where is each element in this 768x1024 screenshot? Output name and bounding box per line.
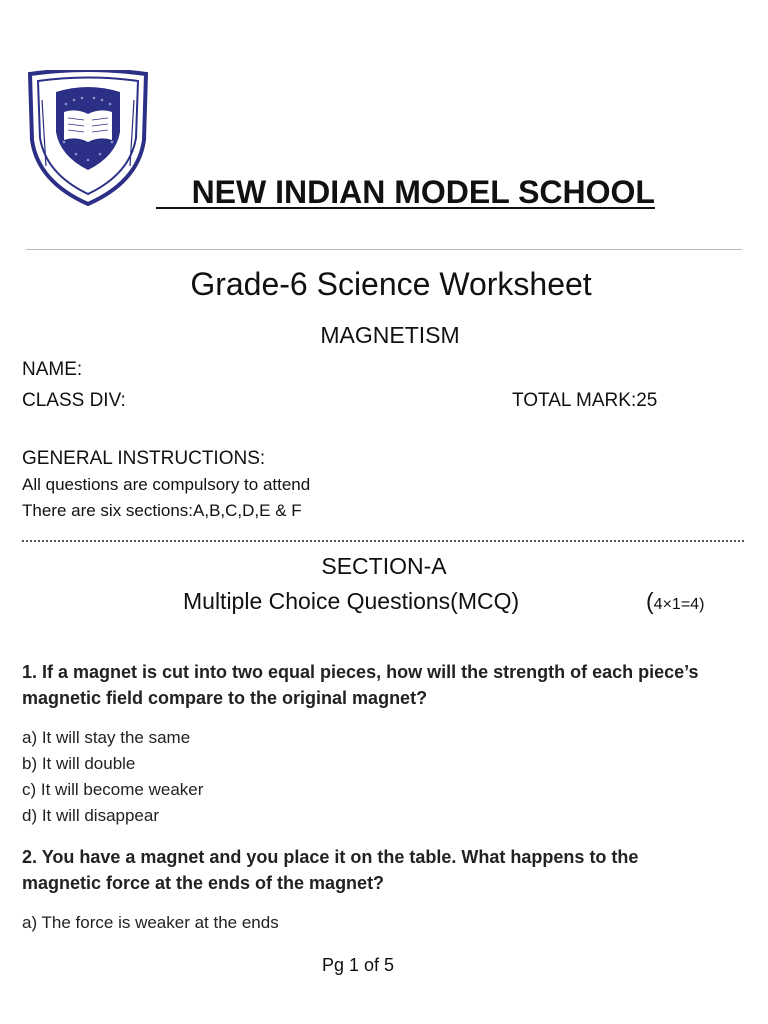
name-label: NAME: [22, 359, 83, 380]
instructions-heading: GENERAL INSTRUCTIONS: [22, 448, 266, 469]
marks-close-paren: ) [699, 596, 705, 613]
section-subtitle: Multiple Choice Questions(MCQ) [183, 588, 520, 614]
question-2-line-2: magnetic force at the ends of the magnet? [22, 873, 385, 893]
worksheet-topic: MAGNETISM [320, 322, 460, 348]
question-1-line-1: 1. If a magnet is cut into two equal pieces, how will the strength of each piece’s [22, 662, 699, 682]
instruction-line: There are six sections:A,B,C,D,E & F [22, 501, 302, 520]
section-title: SECTION-A [321, 553, 447, 579]
marks-formula: 4×1=4 [653, 596, 700, 613]
question-1-option-c: c) It will become weaker [22, 780, 204, 799]
worksheet-title: Grade-6 Science Worksheet [190, 266, 592, 302]
question-2-line-1: 2. You have a magnet and you place it on the table. What happens to the [22, 847, 639, 867]
question-1-line-2: magnetic field compare to the original magnet? [22, 688, 428, 708]
instruction-line: All questions are compulsory to attend [22, 475, 311, 494]
school-name-heading: NEW INDIAN MODEL SCHOOL [156, 174, 655, 210]
question-2-option-a: a) The force is weaker at the ends [22, 913, 279, 932]
marks-scheme [646, 588, 704, 615]
section-divider [22, 540, 744, 542]
question-1-option-b: b) It will double [22, 754, 136, 773]
question-1-option-d: d) It will disappear [22, 806, 160, 825]
total-mark-label: TOTAL MARK:25 [512, 390, 658, 411]
marks-open-paren: ( [646, 588, 654, 614]
header-divider [26, 249, 742, 250]
page-number: Pg 1 of 5 [321, 955, 395, 975]
class-div-label: CLASS DIV: [22, 390, 126, 411]
school-logo [26, 70, 150, 208]
question-1-option-a: a) It will stay the same [22, 728, 191, 747]
